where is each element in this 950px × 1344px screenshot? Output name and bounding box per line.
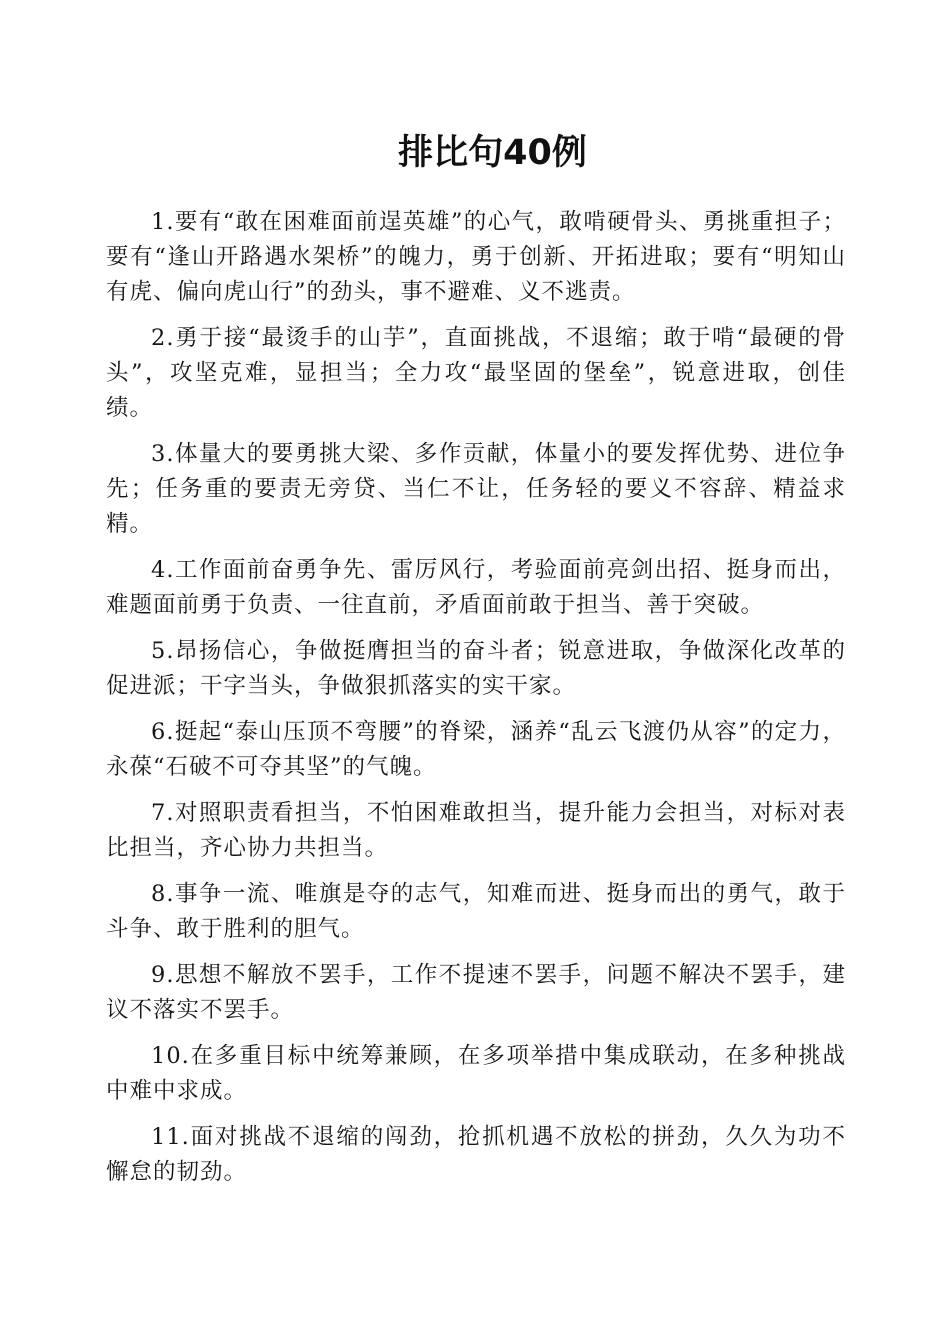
paragraph-2: 2.勇于接“最烫手的山芋”，直面挑战，不退缩；敢于啃“最硬的骨头”，攻坚克难，显担当；全力攻“最坚固的堡垒”，锐意进取，创佳绩。: [106, 325, 846, 421]
paragraph-6: 6.挺起“泰山压顶不弯腰”的脊梁，涵养“乱云飞渡仍从容”的定力，永葆“石破不可夺其坚”的气魄。: [106, 719, 846, 780]
document-body: [106, 205, 846, 1201]
document-title: 排比句40例: [398, 133, 587, 173]
paragraph-9: 9.思想不解放不罢手，工作不提速不罢手，问题不解决不罢手，建议不落实不罢手。: [106, 962, 846, 1023]
paragraph-1: 1.要有“敢在困难面前逞英雄”的心气，敢啃硬骨头、勇挑重担子；要有“逢山开路遇水架桥”的魄力，勇于创新、开拓进取；要有“明知山有虎、偏向虎山行”的劲头，事不避难、义不逃责。: [106, 209, 846, 305]
paragraph-5: 5.昂扬信心，争做挺膺担当的奋斗者；锐意进取，争做深化改革的促进派；干字当头，争做狠抓落实的实干家。: [106, 638, 846, 699]
paragraph-8: 8.事争一流、唯旗是夺的志气，知难而进、挺身而出的勇气，敢于斗争、敢于胜利的胆气。: [106, 881, 846, 942]
paragraph-11: 11.面对挑战不退缩的闯劲，抢抓机遇不放松的拼劲，久久为功不懈怠的韧劲。: [106, 1124, 846, 1185]
paragraph-4: 4.工作面前奋勇争先、雷厉风行，考验面前亮剑出招、挺身而出，难题面前勇于负责、一往直前，矛盾面前敢于担当、善于突破。: [106, 557, 846, 618]
paragraph-3: 3.体量大的要勇挑大梁、多作贡献，体量小的要发挥优势、进位争先；任务重的要责无旁贷、当仁不让，任务轻的要义不容辞、精益求精。: [106, 441, 846, 537]
paragraph-7: 7.对照职责看担当，不怕困难敢担当，提升能力会担当，对标对表比担当，齐心协力共担当。: [106, 800, 846, 861]
paragraph-10: 10.在多重目标中统筹兼顾，在多项举措中集成联动，在多种挑战中难中求成。: [106, 1043, 846, 1104]
